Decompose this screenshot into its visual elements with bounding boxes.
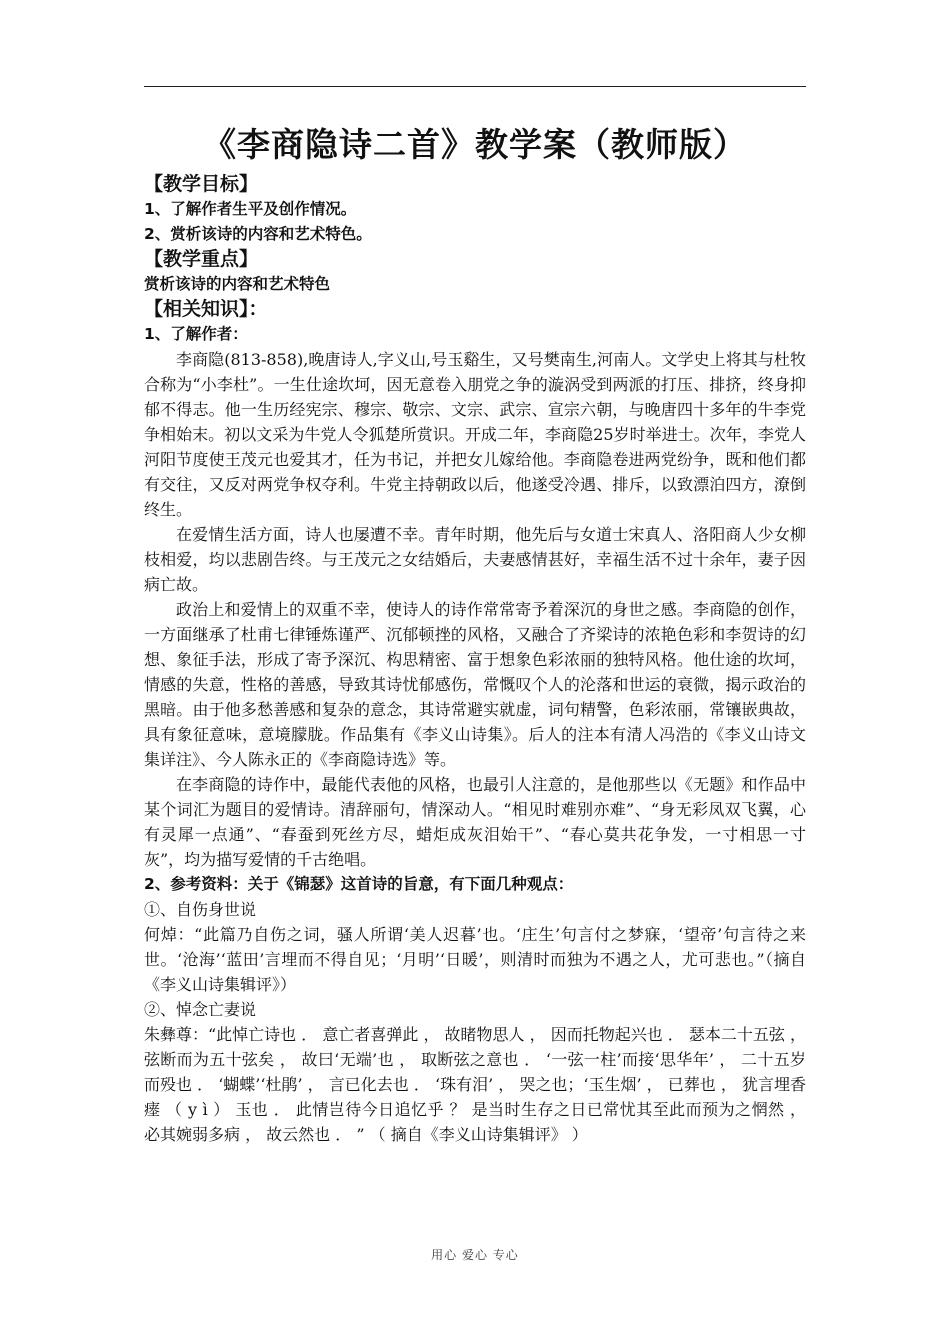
goal-item-1: 1、了解作者生平及创作情况。	[144, 200, 357, 218]
document-title: 《李商隐诗二首》教学案（教师版）	[203, 125, 747, 164]
author-heading: 1、了解作者：	[144, 325, 248, 343]
author-paragraph-style: 政治上和爱情上的双重不幸，使诗人的诗作常常寄予着深沉的身世之感。李商隐的创作，一方面继承了杜甫七律锤炼谨严、沉郁顿挫的风格，又融合了齐梁诗的浓艳色彩和李贺诗的幻想、象征手法，形成了寄予深沉、构思精密、富于想象色彩浓丽的独特风格。他仕途的坎坷，情感的失意，性格的善感，导致其诗忧郁感伤，常慨叹个人的沦落和世运的衰微，揭示政治的黑暗。由于他多愁善感和复杂的意念，其诗常避实就虚，词句精警，色彩浓丽，常镶嵌典故，具有象征意味，意境朦胧。作品集有《李义山诗集》。后人的注本有清人冯浩的《李义山诗文集详注》、今人陈永正的《李商隐诗选》等。	[144, 600, 806, 769]
view-quote-2: 朱彝尊：“此悼亡诗也 ． 意亡者喜弹此 ， 故睹物思人 ， 因而托物起兴也 ． 瑟本二十五弦 ， 弦断而为五十弦矣 ， 故曰‘无端’也 ， 取断弦之意也 ． ‘一弦一柱’而接‘思华年’ ， 二十五岁而殁也 ． ‘蝴蝶’‘杜鹃’ ， 言已化去也 ． ‘珠有泪’ ， 哭之也；‘玉生烟’ ， 已葬也 ， 犹言埋香瘗 （ y ì ） 玉也 ． 此情岂待今日追忆乎 ？ 是当时生存之日已常忧其至此而预为之惘然 ， 必其婉弱多病 ， 故云然也 ． ” （ 摘自《李义山诗集辑评》 ）	[144, 1025, 806, 1144]
author-paragraph-bio: 李商隐(813-858),晚唐诗人,字义山,号玉谿生，又号樊南生,河南人。文学史上将其与杜牧合称为“小李杜”。一生仕途坎坷，因无意卷入朋党之争的漩涡受到两派的打压、排挤，终身抑郁不得志。他一生历经宪宗、穆宗、敬宗、文宗、武宗、宣宗六朝，与晚唐四十多年的牛李党争相始末。初以文采为牛党人令狐楚所赏识。开成二年，李商隐25岁时举进士。次年，李党人河阳节度使王茂元也爱其才，任为书记，并把女儿嫁给他。李商隐卷进两党纷争，既和他们都有交往，又反对两党争权夺利。牛党主持朝政以后，他遂受冷遇、排斥，以致漂泊四方，潦倒终生。	[144, 350, 806, 519]
view-quote-1: 何焯：“此篇乃自伤之词，骚人所谓‘美人迟暮’也。‘庄生’句言付之梦寐，‘望帝’句言待之来世。‘沧海’‘蓝田’言埋而不得自见；‘月明’‘日暖’，则清时而独为不遇之人，尤可悲也。”（摘自《李义山诗集辑评》）	[144, 925, 806, 994]
view-label-2: ②、悼念亡妻说	[144, 1000, 257, 1019]
reference-heading: 2、参考资料：关于《锦瑟》这首诗的旨意，有下面几种观点：	[144, 875, 574, 893]
author-paragraph-poems: 在李商隐的诗作中，最能代表他的风格，也最引人注意的，是他那些以《无题》和作品中某个词汇为题目的爱情诗。清辞丽句，情深动人。“相见时难别亦难”、“身无彩凤双飞翼，心有灵犀一点通”、“春蚕到死丝方尽，蜡炬成灰泪始干”、“春心莫共花争发，一寸相思一寸灰”，均为描写爱情的千古绝唱。	[144, 775, 806, 869]
view-label-1: ①、自伤身世说	[144, 900, 257, 919]
document-body	[144, 172, 806, 1147]
focus-text: 赏析该诗的内容和艺术特色	[144, 275, 331, 293]
author-paragraph-love: 在爱情生活方面，诗人也屡遭不幸。青年时期，他先后与女道士宋真人、洛阳商人少女柳枝相爱，均以悲剧告终。与王茂元之女结婚后，夫妻感情甚好，幸福生活不过十余年，妻子因病亡故。	[144, 525, 806, 594]
goals-heading: 【教学目标】	[144, 173, 259, 195]
page-footer: 用心 爱心 专心	[431, 1248, 519, 1262]
header-rule	[144, 86, 806, 87]
knowledge-heading: 【相关知识】：	[144, 298, 268, 320]
goal-item-2: 2、赏析该诗的内容和艺术特色。	[144, 225, 372, 243]
focus-heading: 【教学重点】	[144, 248, 259, 270]
